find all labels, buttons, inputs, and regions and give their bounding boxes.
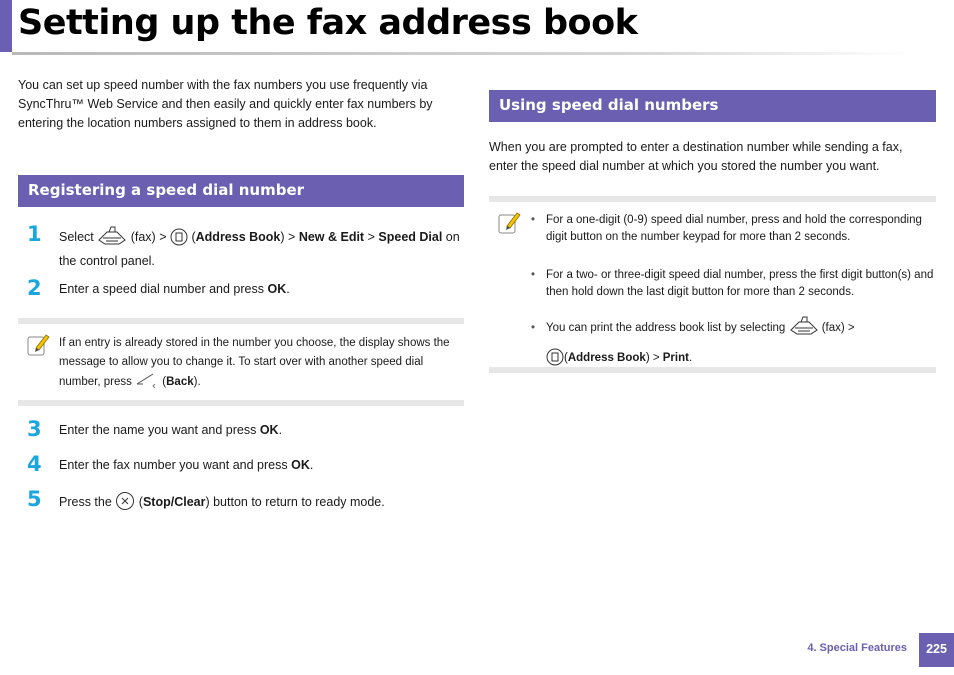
menu-print: Print	[662, 352, 689, 364]
button-ok: OK	[291, 458, 310, 472]
step-number: 1	[27, 222, 42, 246]
bullet-text-part: You can print the address book list by selecting	[546, 322, 786, 334]
section-heading-using: Using speed dial numbers	[489, 90, 936, 122]
step-text-part: .	[309, 458, 314, 472]
bullet-text-part: ) >	[645, 352, 660, 364]
step-text-part: (	[191, 230, 196, 244]
step-text	[59, 491, 464, 517]
address-book-icon	[170, 228, 188, 252]
note-speed-dial-tips	[489, 196, 936, 373]
step-number: 3	[27, 417, 42, 441]
step-number: 2	[27, 276, 42, 300]
step-text-part: on	[445, 230, 460, 244]
menu-new-edit: New & Edit	[298, 230, 365, 244]
step-text-part: ) button to return to ready mode.	[205, 495, 385, 509]
button-ok: OK	[259, 423, 279, 437]
note-text-part: If an entry is already stored in the number you choose, the display shows the message to allow you to change it. To start over with another speed dial number, press	[59, 337, 450, 388]
address-book-icon	[546, 348, 564, 376]
fax-icon	[789, 316, 819, 346]
title-accent-bar	[0, 0, 12, 52]
step-text-part: (	[138, 495, 143, 509]
bullet-print-list	[546, 316, 936, 376]
note-text	[59, 334, 463, 397]
bullet-text-part: (fax) >	[821, 322, 855, 334]
step-text-part: Press the	[59, 495, 112, 509]
step-text-part: >	[367, 230, 375, 244]
step-text-part: Select	[59, 230, 94, 244]
step-text-part: the control panel.	[59, 254, 155, 268]
step-text-part: .	[278, 423, 283, 437]
step-text-part: Enter the fax number you want and press	[59, 458, 288, 472]
menu-speed-dial: Speed Dial	[378, 230, 443, 244]
button-back: Back	[166, 376, 194, 388]
note-text-part: (	[162, 376, 167, 388]
note-pencil-icon	[497, 210, 521, 236]
button-stop-clear: Stop/Clear	[142, 495, 206, 509]
title-underline	[12, 52, 912, 55]
stop-clear-icon	[115, 491, 135, 517]
intro-paragraph: You can set up speed number with the fax numbers you use frequently via SyncThru™ Web Service and then easily and quickly enter fax numbers by entering the location numbers assigned to them in address book.	[18, 78, 433, 130]
button-ok: OK	[267, 282, 287, 296]
back-icon	[135, 372, 159, 397]
menu-address-book: Address Book	[567, 352, 646, 364]
step-text-part: (fax) >	[130, 230, 167, 244]
note-pencil-icon	[26, 332, 50, 358]
step-number: 5	[27, 487, 42, 511]
menu-address-book: Address Book	[195, 230, 281, 244]
step-text	[59, 226, 464, 271]
note-entry-stored	[18, 318, 464, 406]
step-text-part: Enter a speed dial number and press	[59, 282, 264, 296]
section-heading-registering: Registering a speed dial number	[18, 175, 464, 207]
note-text-part: ).	[193, 376, 201, 388]
step-text-part: .	[286, 282, 290, 296]
step-text-part: Enter the name you want and press	[59, 423, 257, 437]
fax-icon	[97, 226, 127, 252]
step-text	[59, 456, 464, 475]
bullet-text-part: (	[564, 352, 568, 364]
page-title: Setting up the fax address book	[18, 3, 638, 43]
page-number: 225	[919, 633, 954, 667]
bullet-multi-digit: • For a two- or three-digit speed dial number, press the first digit button(s) and then hold down the last digit button for more than 2 seconds.	[546, 267, 936, 301]
using-intro-paragraph: When you are prompted to enter a destination number while sending a fax, enter the speed dial number at which you stored the number you want.	[489, 140, 903, 173]
bullet-text-part: .	[688, 352, 693, 364]
step-number: 4	[27, 452, 42, 476]
bullet-one-digit: • For a one-digit (0-9) speed dial number, press and hold the corresponding digit button on the number keypad for more than 2 seconds.	[546, 212, 936, 246]
step-text	[59, 421, 464, 440]
step-text	[59, 280, 464, 299]
step-text-part: ) >	[280, 230, 296, 244]
footer-chapter: 4. Special Features	[807, 642, 907, 654]
